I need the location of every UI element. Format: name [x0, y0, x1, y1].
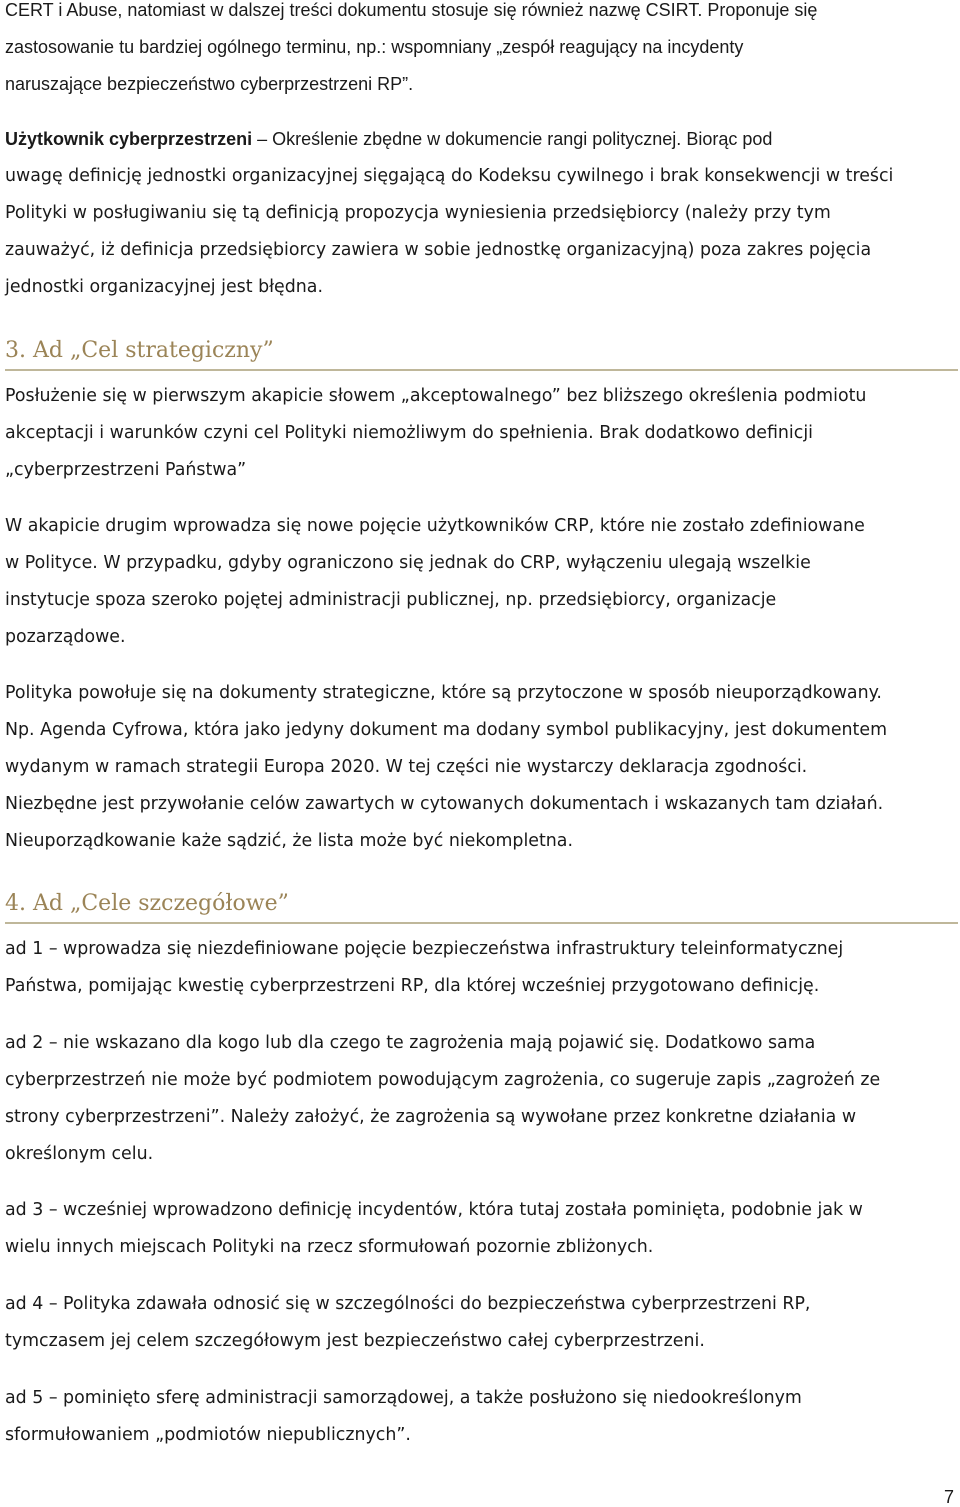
text-line: ad 4 – Polityka zdawała odnosić się w szczególności do bezpieczeństwa cyberprzestrzeni RP,: [5, 1294, 811, 1314]
text-line: ad 3 – wcześniej wprowadzono definicję incydentów, która tutaj została pominięta, podobnie jak w: [5, 1200, 863, 1220]
text-line: wydanym w ramach strategii Europa 2020. W tej części nie wystarczy deklaracja zgodności.: [5, 757, 808, 777]
heading-text: 3. Ad „Cel strategiczny”: [5, 338, 274, 363]
text-line: zastosowanie tu bardziej ogólnego terminu, np.: wspomniany „zespół reagujący na incydenty: [5, 37, 744, 57]
text-line: instytucje spoza szeroko pojętej administracji publicznej, np. przedsiębiorcy, organizacje: [5, 590, 777, 610]
text-line: w Polityce. W przypadku, gdyby ograniczono się jednak do CRP, wyłączeniu ulegają wszelkie: [5, 553, 811, 573]
text-line: zauważyć, iż definicja przedsiębiorcy zawiera w sobie jednostkę organizacyjną) poza zakres pojęcia: [5, 240, 872, 260]
text-line: tymczasem jej celem szczegółowym jest bezpieczeństwo całej cyberprzestrzeni.: [5, 1331, 705, 1351]
text-line: jednostki organizacyjnej jest błędna.: [5, 277, 323, 297]
text-line: „cyberprzestrzeni Państwa”: [5, 460, 247, 480]
text-line: ad 5 – pominięto sferę administracji samorządowej, a także posłużono się niedookreślonym: [5, 1388, 802, 1408]
term-comment: – Określenie zbędne w dokumencie rangi politycznej.: [252, 129, 682, 149]
text-line: akceptacji i warunków czyni cel Polityki niemożliwym do spełnienia. Brak dodatkowo definicji: [5, 423, 813, 443]
text-line: ad 1 – wprowadza się niezdefiniowane pojęcie bezpieczeństwa infrastruktury teleinformatycznej: [5, 939, 844, 959]
text-line: wielu innych miejscach Polityki na rzecz sformułowań pozornie zbliżonych.: [5, 1237, 654, 1257]
defined-term: Użytkownik cyberprzestrzeni: [5, 129, 253, 149]
text-line: Polityki w posługiwaniu się tą definicją propozycja wyniesienia przedsiębiorcy (należy przy tym: [5, 203, 831, 223]
text-line: naruszające bezpieczeństwo cyberprzestrzeni RP”.: [5, 74, 414, 94]
text-line: Np. Agenda Cyfrowa, która jako jedyny dokument ma dodany symbol publikacyjny, jest dokumentem: [5, 720, 888, 740]
text-line: Niezbędne jest przywołanie celów zawartych w cytowanych dokumentach i wskazanych tam działań.: [5, 794, 884, 814]
page-number: 7: [943, 1487, 954, 1507]
text-line: Polityka powołuje się na dokumenty strategiczne, które są przytoczone w sposób nieuporządkowany.: [5, 683, 882, 703]
text-line: W akapicie drugim wprowadza się nowe pojęcie użytkowników CRP, które nie zostało zdefiniowane: [5, 516, 865, 536]
text-line: strony cyberprzestrzeni”. Należy założyć, że zagrożenia są wywołane przez konkretne działania w: [5, 1107, 857, 1127]
term-comment-tail: Biorąc pod: [681, 129, 773, 149]
text-line: uwagę definicję jednostki organizacyjnej sięgającą do Kodeksu cywilnego i brak konsekwencji w treści: [5, 166, 894, 186]
text-line: określonym celu.: [5, 1144, 154, 1164]
text-line: Państwa, pomijając kwestię cyberprzestrzeni RP, dla której wcześniej przygotowano definicję.: [5, 976, 820, 996]
text-line: CERT i Abuse, natomiast w dalszej treści dokumentu stosuje się również nazwę CSIRT. Proponuje się: [5, 0, 818, 20]
section-3-heading: [5, 329, 958, 371]
text-line: cyberprzestrzeń nie może być podmiotem powodującym zagrożenia, co sugeruje zapis „zagrożeń ze: [5, 1070, 881, 1090]
text-line: Nieuporządkowanie każe sądzić, że lista może być niekompletna.: [5, 831, 573, 851]
section-4-heading: [5, 882, 958, 924]
heading-text: 4. Ad „Cele szczegółowe”: [5, 891, 289, 916]
text-line: ad 2 – nie wskazano dla kogo lub dla czego te zagrożenia mają pojawić się. Dodatkowo sama: [5, 1033, 816, 1053]
text-line: [5, 129, 772, 149]
text-line: pozarządowe.: [5, 627, 126, 647]
text-line: sformułowaniem „podmiotów niepublicznych”.: [5, 1425, 411, 1445]
text-line: Posłużenie się w pierwszym akapicie słowem „akceptowalnego” bez bliższego określenia podmiotu: [5, 386, 867, 406]
